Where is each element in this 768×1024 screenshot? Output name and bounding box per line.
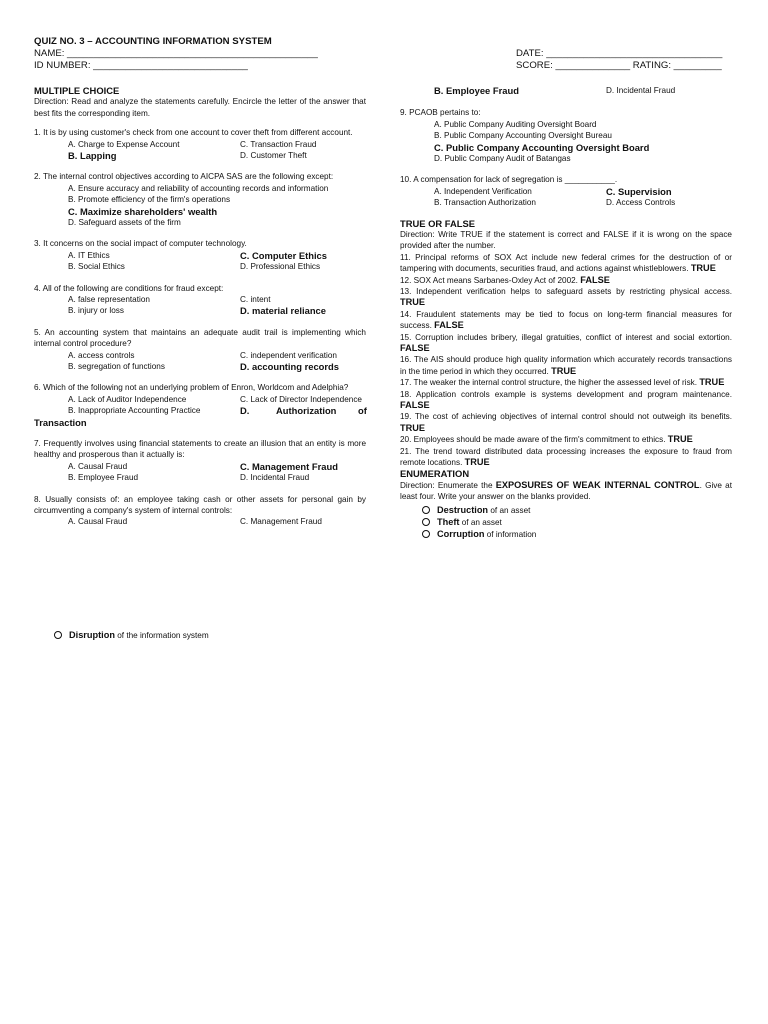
choice-c[interactable]: C. Lack of Director Independence [240, 394, 362, 404]
choice-c[interactable]: C. Management Fraud [240, 517, 322, 527]
quiz-title: QUIZ NO. 3 – ACCOUNTING INFORMATION SYSTEM [34, 36, 272, 47]
tf-item [400, 446, 732, 469]
choice-b[interactable]: B. Inappropriate Accounting Practice [68, 406, 201, 416]
tf-item [400, 434, 732, 445]
enumeration-rest: of the information system [114, 631, 209, 640]
tf-answer[interactable]: TRUE [400, 422, 426, 433]
choice-b[interactable]: B. Promote efficiency of the firm's operations [68, 195, 231, 205]
name-field[interactable]: NAME: _______________________________________________ [34, 48, 318, 59]
choice-d-word[interactable]: Authorization [276, 405, 337, 417]
choice-d[interactable]: D. Safeguard assets of the firm [68, 217, 181, 227]
choice-c-answer[interactable]: C. Computer Ethics [240, 249, 327, 261]
tf-answer[interactable]: FALSE [400, 343, 430, 354]
question-5 [34, 327, 366, 373]
tf-answer[interactable]: TRUE [690, 263, 716, 274]
choice-d-letter[interactable]: D. [240, 405, 250, 417]
choice-b[interactable]: B. segregation of functions [68, 361, 165, 371]
choice-a[interactable]: A. false representation [68, 294, 150, 304]
question-7 [34, 438, 366, 484]
question-8 [34, 494, 366, 528]
enumeration-text [437, 505, 530, 516]
tf-answer[interactable]: FALSE [434, 320, 464, 331]
choice-a[interactable]: A. access controls [68, 350, 135, 360]
tf-answer[interactable]: TRUE [667, 434, 693, 445]
question-text: 5. An accounting system that maintains an adequate audit trail is implementing which internal control procedure? [34, 327, 366, 349]
question-text: 4. All of the following are conditions for fraud except: [34, 283, 224, 293]
choice-a[interactable]: A. Lack of Auditor Independence [68, 394, 187, 404]
enumeration-item [400, 529, 732, 541]
direction-text: Direction: Enumerate the [400, 480, 496, 490]
enumeration-item [400, 517, 732, 529]
tf-item [400, 275, 732, 286]
choice-a[interactable]: A. Public Company Auditing Oversight Board [434, 119, 597, 129]
enumeration-item [54, 630, 354, 642]
tf-answer[interactable]: FALSE [580, 274, 610, 285]
question-text: 10. A compensation for lack of segregation is ___________. [400, 175, 618, 185]
choice-d[interactable]: D. Access Controls [606, 198, 676, 208]
enumeration-rest: of information [484, 529, 537, 539]
right-column [400, 85, 732, 541]
question-text: 8. Usually consists of: an employee taking cash or other assets for personal gain by circumventing a company's system of internal controls: [34, 494, 366, 515]
tf-statement: 19. The cost of achieving objectives of internal control should not outweigh its benefits. [400, 412, 732, 422]
choice-a[interactable]: A. Causal Fraud [68, 461, 128, 471]
left-column [34, 85, 366, 528]
tf-answer[interactable]: FALSE [400, 400, 430, 411]
choice-b-answer[interactable]: B. Employee Fraud [434, 85, 519, 96]
true-false-heading: TRUE OR FALSE [400, 217, 476, 229]
choice-a[interactable]: A. Charge to Expense Account [68, 139, 180, 149]
enumeration-text [437, 529, 536, 540]
choice-c-answer[interactable]: C. Supervision [606, 185, 672, 197]
choice-d-answer[interactable]: D. accounting records [240, 360, 339, 372]
enumeration-keyword: Theft [437, 516, 460, 527]
direction-emphasis: EXPOSURES OF WEAK INTERNAL CONTROL [495, 479, 700, 490]
choice-a[interactable]: A. Causal Fraud [68, 517, 128, 527]
tf-statement: 15. Corruption includes bribery, illegal gratuities, conflict of interest and social extortion. [400, 332, 732, 342]
tf-statement: 11. Principal reforms of SOX Act include new federal crimes for the destruction of or tampering with documents, securities fraud, and actions against whistleblowers. [400, 252, 732, 274]
mc-direction: Direction: Read and analyze the statements carefully. Encircle the letter of the answer that best fits the corresponding item. [34, 97, 366, 118]
tf-statement: 21. The trend toward distributed data processing increases the exposure to fraud from remote locations. [400, 446, 732, 468]
enumeration-keyword: Destruction [437, 504, 489, 515]
choice-d[interactable]: D. Customer Theft [240, 151, 307, 161]
choice-b[interactable]: B. Social Ethics [68, 262, 125, 272]
circle-bullet-icon [422, 518, 430, 526]
choice-b-answer[interactable]: B. Lapping [68, 150, 117, 162]
choice-a[interactable]: A. Ensure accuracy and reliability of accounting records and information [68, 183, 329, 193]
choice-d[interactable]: D. Public Company Audit of Batangas [434, 153, 571, 163]
choice-d-word[interactable]: of [358, 405, 367, 417]
question-1 [34, 127, 366, 161]
question-text: 2. The internal control objectives according to AICPA SAS are the following except: [34, 172, 334, 182]
tf-statement: 18. Application controls example is systems development and program maintenance. [400, 389, 732, 399]
circle-bullet-icon [422, 506, 430, 514]
enumeration-keyword: Disruption [69, 630, 115, 640]
choice-d[interactable]: D. Incidental Fraud [606, 86, 676, 95]
choice-c[interactable]: C. independent verification [240, 350, 337, 360]
choice-a[interactable]: A. IT Ethics [68, 250, 110, 260]
enumeration-rest: of an asset [459, 517, 502, 527]
question-3 [34, 238, 366, 272]
tf-direction: Direction: Write TRUE if the statement is correct and FALSE if it is wrong on the space provided after the number. [400, 229, 732, 251]
choice-d-word[interactable]: Transaction [34, 416, 87, 428]
enumeration-text [69, 630, 209, 641]
tf-statement: 20. Employees should be made aware of the firm's commitment to ethics. [400, 435, 666, 445]
question-6 [34, 382, 366, 428]
direction-text: . Give at least four. Write your answer on the blanks provided. [400, 480, 732, 502]
choice-b[interactable]: B. injury or loss [68, 306, 124, 316]
enumeration-item [400, 505, 732, 517]
tf-answer[interactable]: TRUE [699, 377, 725, 388]
enumeration-text [437, 517, 502, 528]
question-9 [400, 107, 732, 164]
tf-item [400, 252, 732, 275]
question-text: 1. It is by using customer's check from one account to cover theft from different account. [34, 128, 353, 138]
choice-c-answer[interactable]: C. Maximize shareholders' wealth [68, 205, 218, 217]
question-text: 3. It concerns on the social impact of computer technology. [34, 239, 247, 249]
tf-answer[interactable]: TRUE [551, 365, 577, 376]
tf-statement: 14. Fraudulent statements may be tied to focus on long-term financial measures for success. [400, 309, 732, 331]
tf-answer[interactable]: TRUE [400, 297, 426, 308]
enum-direction [400, 480, 732, 503]
tf-item [400, 389, 732, 412]
choice-d[interactable]: D. Professional Ethics [240, 262, 321, 272]
choice-b[interactable]: B. Transaction Authorization [434, 198, 536, 208]
tf-statement: 12. SOX Act means Sarbanes-Oxley Act of 2002. [400, 275, 578, 285]
choice-a[interactable]: A. Independent Verification [434, 186, 532, 196]
circle-bullet-icon [422, 530, 430, 538]
score-rating-field[interactable]: SCORE: ______________ RATING: _________ [516, 60, 722, 71]
question-10 [400, 174, 732, 208]
tf-answer[interactable]: TRUE [464, 457, 490, 468]
tf-statement: 13. Independent verification helps to safeguard assets by restricting physical access. [400, 286, 732, 296]
tf-item [400, 332, 732, 355]
enumeration-rest: of an asset [488, 505, 531, 515]
choice-b[interactable]: B. Public Company Accounting Oversight Bureau [434, 131, 612, 141]
true-false-list [400, 252, 732, 469]
choice-c[interactable]: C. intent [240, 294, 271, 304]
circle-bullet-icon [54, 631, 62, 639]
question-text: 6. Which of the following not an underlying problem of Enron, Worldcom and Adelphia? [34, 383, 349, 393]
enumeration-heading: ENUMERATION [400, 468, 470, 480]
question-text: 7. Frequently involves using financial statements to create an illusion that an entity is more healthy and prosperous than it actually is: [34, 438, 366, 460]
tf-statement: 17. The weaker the internal control structure, the higher the assessed level of risk. [400, 378, 698, 388]
question-text: 9. PCAOB pertains to: [400, 108, 481, 118]
choice-b[interactable]: B. Employee Fraud [68, 473, 139, 483]
tf-item [400, 377, 732, 388]
tf-item [400, 354, 732, 377]
date-field[interactable]: DATE: _________________________________ [516, 48, 723, 59]
tf-item [400, 286, 732, 309]
enumeration-keyword: Corruption [437, 528, 485, 539]
tf-item [400, 309, 732, 332]
multiple-choice-heading: MULTIPLE CHOICE [34, 85, 120, 96]
choice-c-answer[interactable]: C. Management Fraud [240, 460, 338, 472]
choice-c[interactable]: C. Transaction Fraud [240, 139, 317, 149]
choice-c-answer[interactable]: C. Public Company Accounting Oversight Board [434, 141, 650, 153]
choice-d-answer[interactable]: D. material reliance [240, 305, 326, 317]
tf-item [400, 411, 732, 434]
question-4 [34, 283, 366, 317]
question-2 [34, 171, 366, 228]
choice-d[interactable]: D. Incidental Fraud [240, 473, 310, 483]
id-number-field[interactable]: ID NUMBER: _____________________________ [34, 60, 248, 71]
tf-statement: 16. The AIS should produce high quality information which accurately records transactions in the time period in which they occurred. [400, 355, 732, 376]
